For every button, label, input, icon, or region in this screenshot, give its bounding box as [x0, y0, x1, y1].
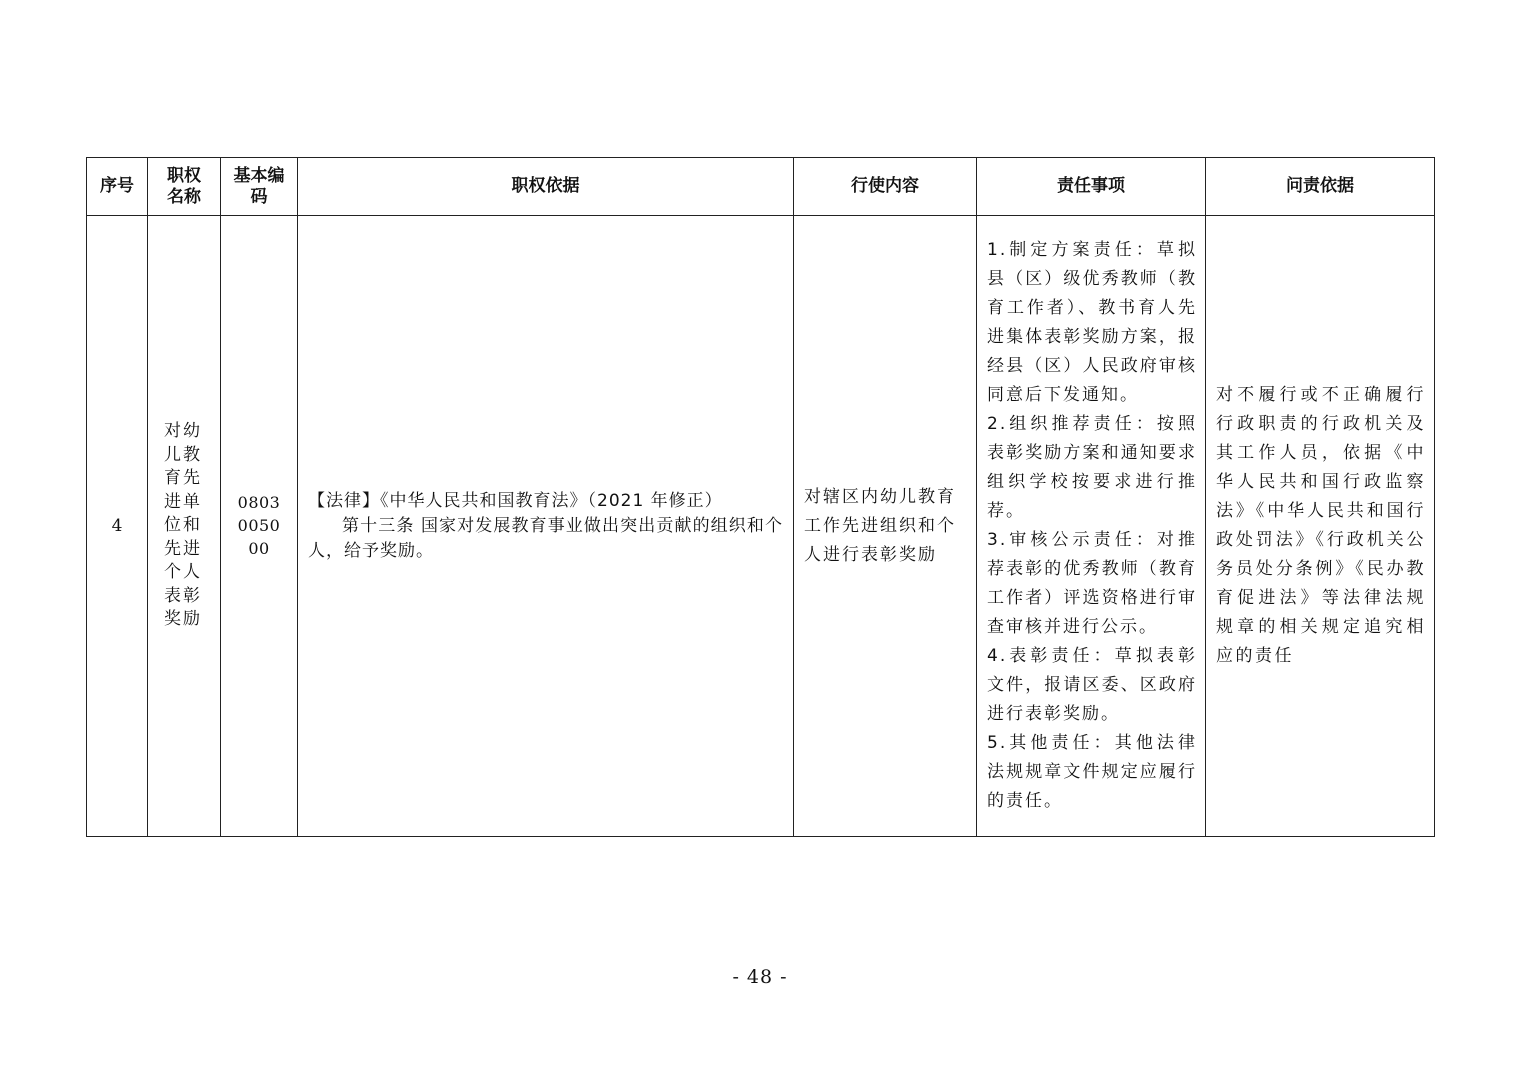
- responsibility-item: 4.表彰责任：草拟表彰文件，报请区委、区政府进行表彰奖励。: [987, 646, 1197, 724]
- cell-content: [794, 216, 977, 837]
- header-name: 职权名称: [148, 158, 221, 216]
- seq-value: 4: [111, 515, 123, 536]
- header-responsibility: 责任事项: [977, 158, 1206, 216]
- basis-title: 【法律】《中华人民共和国教育法》（2021 年修正）: [308, 490, 723, 511]
- table-row: [87, 216, 1435, 837]
- header-content: 行使内容: [794, 158, 977, 216]
- responsibility-item: 1.制定方案责任：草拟县（区）级优秀教师（教育工作者）、教书育人先进集体表彰奖励方案，报经县（区）人民政府审核同意后下发通知。: [987, 240, 1197, 405]
- responsibility-item: 2.组织推荐责任：按照表彰奖励方案和通知要求组织学校按要求进行推荐。: [987, 414, 1197, 521]
- cell-accountability: [1206, 216, 1435, 837]
- table-header-row: [87, 158, 1435, 216]
- power-name: 对幼儿教育先进单位和先进个人表彰奖励: [164, 421, 202, 630]
- accountability-text: 对不履行或不正确履行行政职责的行政机关及其工作人员，依据《中华人民共和国行政监察法》《中华人民共和国行政处罚法》《行政机关公务员处分条例》《民办教育促进法》等法律法规规章的相关规定追究相应的责任: [1216, 385, 1426, 666]
- page-number: - 48 -: [732, 966, 788, 988]
- responsibility-item: 5.其他责任：其他法律法规规章文件规定应履行的责任。: [987, 733, 1197, 811]
- cell-seq: [87, 216, 148, 837]
- exercise-content: 对辖区内幼儿教育工作先进组织和个人进行表彰奖励: [804, 486, 956, 565]
- cell-name: [148, 216, 221, 837]
- cell-basis: [298, 216, 794, 837]
- basic-code: 0803005000: [237, 493, 281, 558]
- cell-responsibility: [977, 216, 1206, 837]
- header-code: 基本编码: [221, 158, 298, 216]
- cell-code: [221, 216, 298, 837]
- header-basis: 职权依据: [298, 158, 794, 216]
- header-seq: 序号: [87, 158, 148, 216]
- responsibility-item: 3.审核公示责任：对推荐表彰的优秀教师（教育工作者）评选资格进行审查审核并进行公示。: [987, 530, 1197, 637]
- responsibility-list: [987, 236, 1197, 816]
- header-accountability: 问责依据: [1206, 158, 1435, 216]
- basis-body: 第十三条 国家对发展教育事业做出突出贡献的组织和个人，给予奖励。: [308, 515, 783, 561]
- duty-table: [86, 157, 1435, 837]
- duty-table-container: [86, 157, 1434, 837]
